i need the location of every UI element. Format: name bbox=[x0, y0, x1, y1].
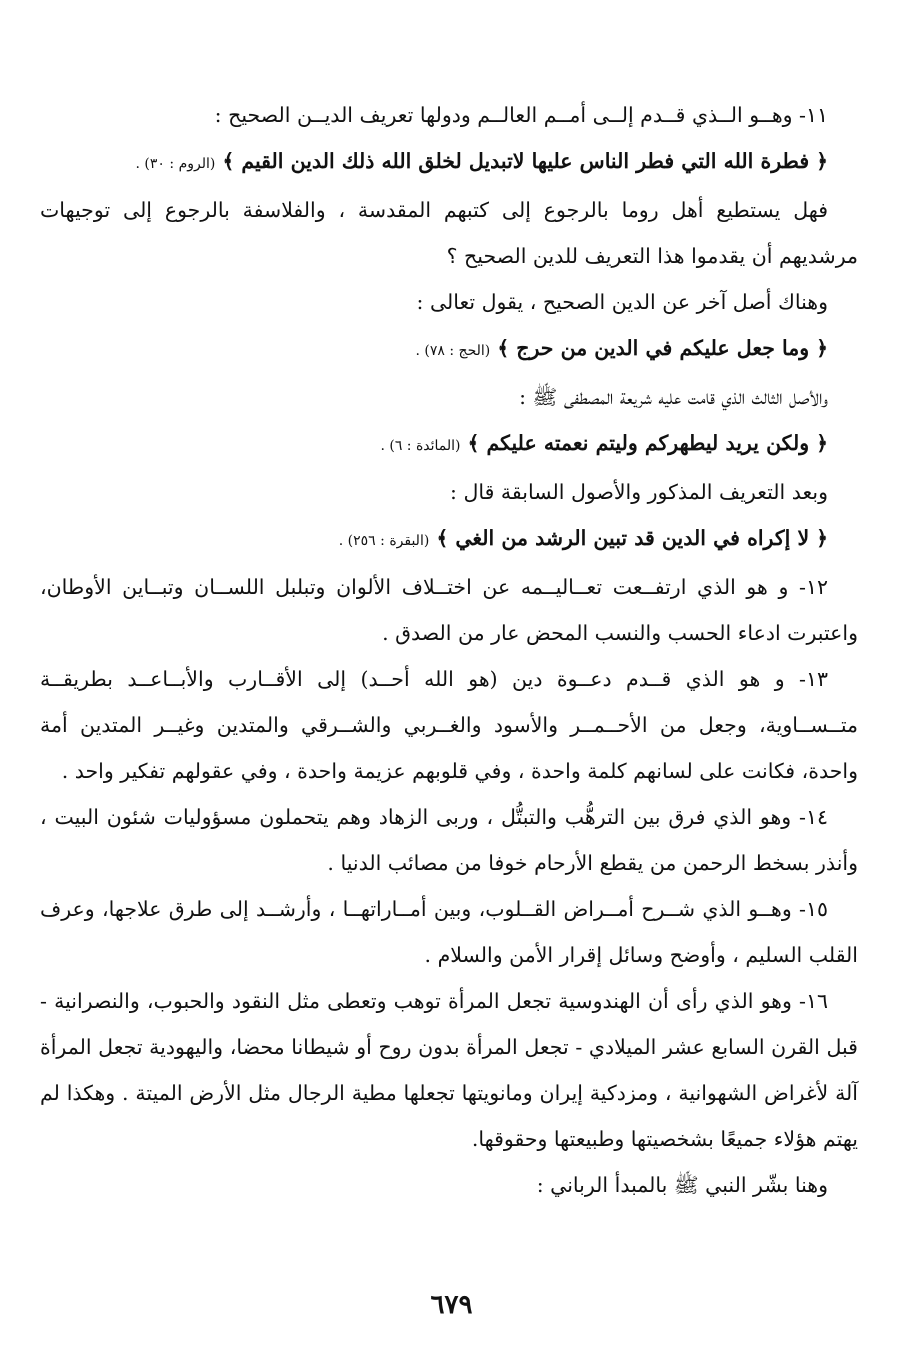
third-principle-intro: والأصل الثالث الذي قامت عليه شريعة المصطفى ﷺ : bbox=[519, 385, 828, 409]
ornate-bracket-close: ﴾ bbox=[467, 431, 480, 455]
ornate-bracket-open: ﴿ bbox=[816, 431, 828, 455]
ornate-bracket-close: ﴾ bbox=[222, 149, 235, 173]
ornate-bracket-open: ﴿ bbox=[816, 526, 828, 550]
quran-verse-maidah-6 bbox=[40, 420, 858, 469]
page-number: ٦٧٩ bbox=[430, 1290, 473, 1320]
point-11-intro: ١١- وهــو الــذي قــدم إلــى أمــم العالــم ودولها تعريف الديــن الصحيح : bbox=[214, 103, 828, 127]
second-principle-intro: وهناك أصل آخر عن الدين الصحيح ، يقول تعالى : bbox=[416, 290, 828, 314]
point-12: ١٢- و هو الذي ارتفــعت تعــاليــمه عن اختــلاف الألوان وتبلبل اللســان وتبــاين الأوطان، واعتبرت ادعاء الحسب والنسب المحض عار من الصدق . bbox=[40, 575, 858, 645]
after-definition-intro: وبعد التعريف المذكور والأصول السابقة قال : bbox=[450, 480, 828, 504]
closing-line: وهنا بشّر النبي ﷺ بالمبدأ الرباني : bbox=[536, 1173, 828, 1197]
rome-philosophers-question: فهل يستطيع أهل روما بالرجوع إلى كتبهم المقدسة ، والفلاسفة بالرجوع إلى توجيهات مرشديهم أن يقدموا هذا التعريف للدين الصحيح ؟ bbox=[40, 198, 858, 268]
verse-reference: (البقرة : ٢٥٦) . bbox=[338, 533, 430, 549]
quran-verse-hajj-78 bbox=[40, 325, 858, 374]
ornate-bracket-close: ﴾ bbox=[497, 336, 510, 360]
verse-reference: (المائدة : ٦) . bbox=[380, 438, 461, 454]
point-15: ١٥- وهــو الذي شــرح أمــراض القــلوب، وبين أمــاراتهــا ، وأرشــد إلى طرق علاجها، وعرف القلب السليم ، وأوضح وسائل إقرار الأمن والسلام . bbox=[40, 897, 858, 967]
quran-verse-rum-30 bbox=[40, 138, 858, 187]
verse-reference: (الروم : ٣٠) . bbox=[135, 156, 216, 172]
ornate-bracket-open: ﴿ bbox=[816, 149, 828, 173]
verse-text: وما جعل عليكم في الدين من حرج bbox=[516, 336, 810, 360]
point-13: ١٣- و هو الذي قــدم دعــوة دين (هو الله أحــد) إلى الأقــارب والأبــاعــد بطريقــة متــســاوية، وجعل من الأحــمــر والأسود والغــربي والشــرقي والمتدين وغيــر المتدين أمة واحدة، فكانت على لسانهم كلمة واحدة ، وفي قلوبهم عزيمة واحدة ، وفي عقولهم تفكير واحد . bbox=[40, 667, 858, 783]
point-14: ١٤- وهو الذي فرق بين الترهُّب والتبتُّل ، وربى الزهاد وهم يتحملون مسؤوليات شئون البيت ، وأنذر بسخط الرحمن من يقطع الأرحام خوفا من مصائب الدنيا . bbox=[40, 805, 858, 875]
verse-reference: (الحج : ٧٨) . bbox=[415, 343, 491, 359]
quran-verse-baqarah-256 bbox=[40, 515, 858, 564]
verse-text: فطرة الله التي فطر الناس عليها لاتبديل لخلق الله ذلك الدين القيم bbox=[241, 149, 810, 173]
ornate-bracket-close: ﴾ bbox=[436, 526, 449, 550]
document-page bbox=[40, 92, 858, 1208]
verse-text: ولكن يريد ليطهركم وليتم نعمته عليكم bbox=[486, 431, 810, 455]
verse-text: لا إكراه في الدين قد تبين الرشد من الغي bbox=[455, 526, 810, 550]
point-16: ١٦- وهو الذي رأى أن الهندوسية تجعل المرأة توهب وتعطى مثل النقود والحبوب، والنصرانية - قبل القرن السابع عشر الميلادي - تجعل المرأة بدون روح أو شيطانا محضا، واليهودية تجعل المرأة آلة لأغراض الشهوانية ، ومزدكية إيران ومانويتها تجعلها مطية الرجال مثل الأرض الميتة . وهكذا لم يهتم هؤلاء جميعًا بشخصيتها وطبيعتها وحقوقها. bbox=[40, 989, 858, 1151]
ornate-bracket-open: ﴿ bbox=[816, 336, 828, 360]
